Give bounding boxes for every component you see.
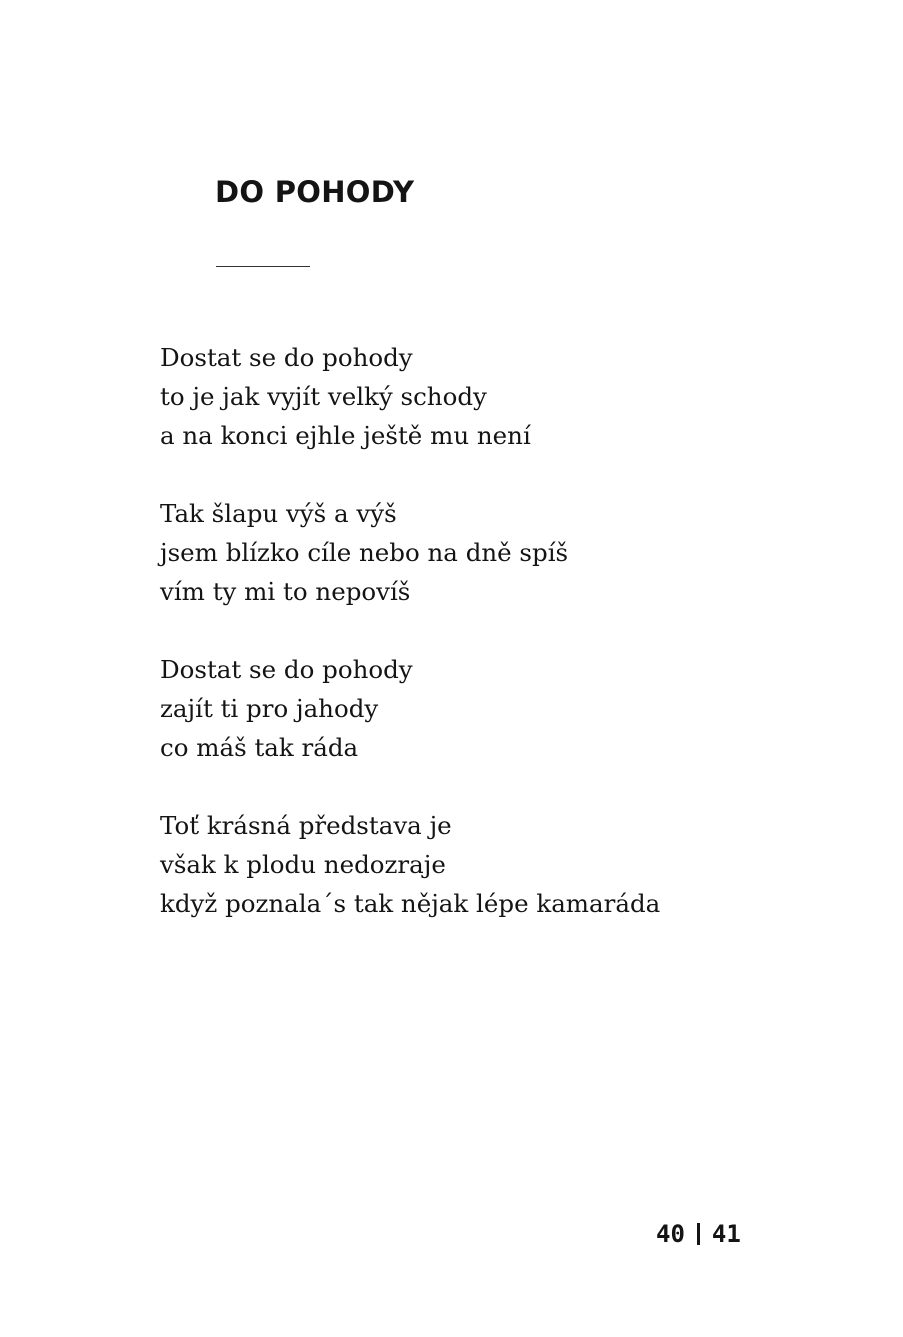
poem-body bbox=[160, 338, 800, 962]
verse-line: když poznala´s tak nějak lépe kamaráda bbox=[160, 889, 661, 918]
stanza bbox=[160, 650, 800, 767]
stanza bbox=[160, 806, 800, 923]
page-numbers bbox=[656, 1216, 741, 1252]
verse-line: jsem blízko cíle nebo na dně spíš bbox=[160, 538, 569, 567]
verse-line: vím ty mi to nepovíš bbox=[160, 577, 411, 606]
page-number-left: 40 bbox=[656, 1220, 685, 1248]
verse-line: a na konci ejhle ještě mu není bbox=[160, 421, 531, 450]
verse-line: co máš tak ráda bbox=[160, 733, 359, 762]
stanza bbox=[160, 338, 800, 455]
verse-line: to je jak vyjít velký schody bbox=[160, 382, 487, 411]
verse-line: Dostat se do pohody bbox=[160, 343, 413, 372]
verse-line: Tak šlapu výš a výš bbox=[160, 499, 397, 528]
verse-line: Toť krásná představa je bbox=[160, 811, 452, 840]
page-number-right: 41 bbox=[711, 1220, 741, 1248]
verse-line: zajít ti pro jahody bbox=[160, 694, 379, 723]
title-divider bbox=[216, 266, 310, 267]
verse-line: však k plodu nedozraje bbox=[160, 850, 446, 879]
page-number-separator bbox=[697, 1223, 700, 1245]
stanza bbox=[160, 494, 800, 611]
poem-title: DO POHODY bbox=[215, 175, 415, 209]
verse-line: Dostat se do pohody bbox=[160, 655, 413, 684]
